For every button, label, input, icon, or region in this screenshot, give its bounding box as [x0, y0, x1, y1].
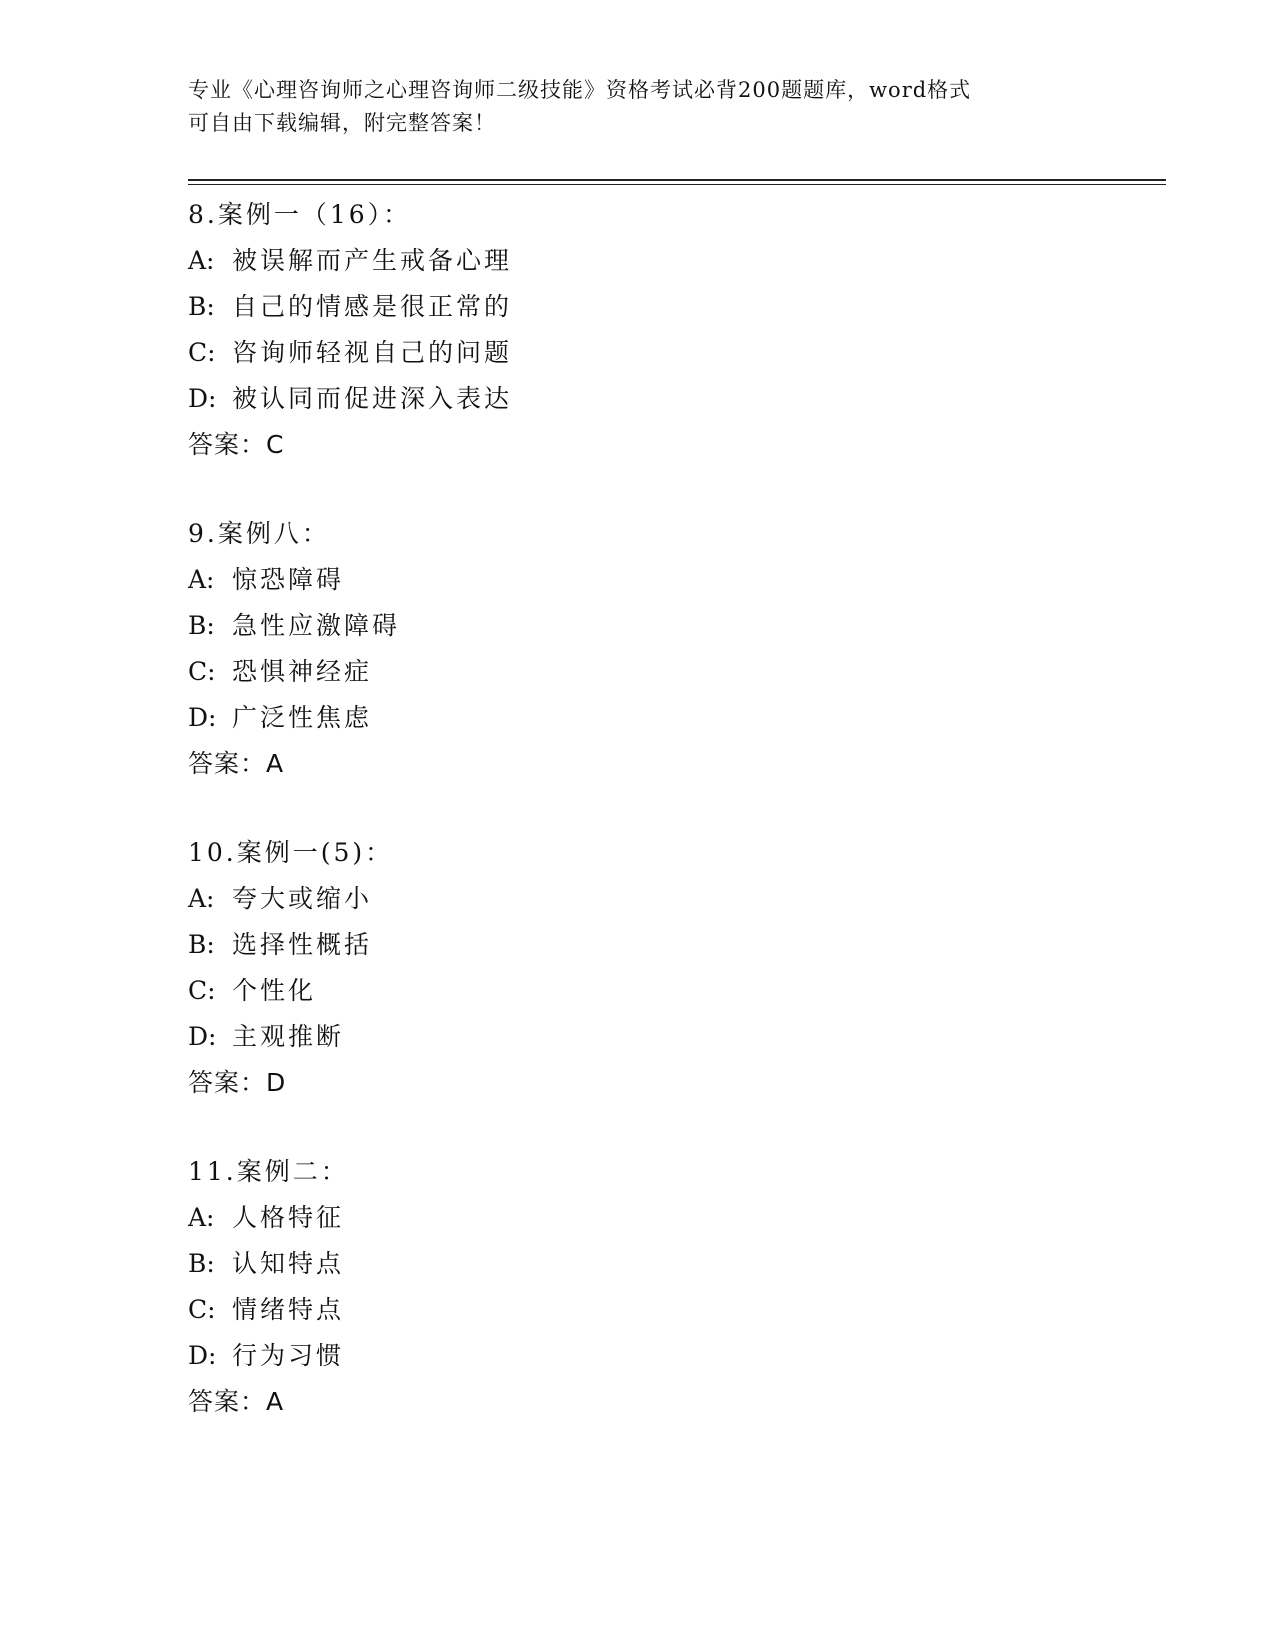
option-a: [188, 238, 1088, 284]
spacer: [188, 1106, 1088, 1149]
option-b: [188, 603, 1088, 649]
option-letter: B:: [188, 292, 215, 321]
option-text: 广泛性焦虑: [232, 703, 373, 732]
option-text: 被认同而促进深入表达: [232, 384, 513, 413]
option-letter: C:: [188, 976, 216, 1005]
header-divider-thick: [188, 179, 1166, 181]
option-text: 选择性概括: [232, 930, 373, 959]
option-c: [188, 649, 1088, 695]
option-letter: D:: [188, 1022, 217, 1051]
option-letter: A:: [188, 565, 215, 594]
option-letter: B:: [188, 611, 215, 640]
option-letter: D:: [188, 384, 217, 413]
option-d: [188, 376, 1088, 422]
option-c: [188, 330, 1088, 376]
spacer: [188, 787, 1088, 830]
option-b: [188, 1241, 1088, 1287]
option-text: 被误解而产生戒备心理: [232, 246, 513, 275]
question-title: 9.案例八：: [188, 519, 330, 548]
spacer: [188, 468, 1088, 511]
question-title: 11.案例二：: [188, 1157, 349, 1186]
option-letter: B:: [188, 930, 215, 959]
option-a: [188, 876, 1088, 922]
option-c: [188, 968, 1088, 1014]
option-letter: A:: [188, 884, 215, 913]
option-d: [188, 695, 1088, 741]
option-text: 情绪特点: [232, 1295, 345, 1324]
question-title: 10.案例一(5)：: [188, 838, 394, 867]
question-block: [188, 830, 1088, 1106]
document-header: [188, 74, 1088, 140]
answer-line: 答案：D: [188, 1068, 287, 1097]
option-text: 人格特征: [232, 1203, 345, 1232]
option-a: [188, 557, 1088, 603]
option-text: 行为习惯: [232, 1341, 345, 1370]
option-text: 夸大或缩小: [232, 884, 373, 913]
option-text: 急性应激障碍: [232, 611, 401, 640]
option-text: 咨询师轻视自己的问题: [232, 338, 513, 367]
option-text: 恐惧神经症: [232, 657, 373, 686]
option-letter: B:: [188, 1249, 215, 1278]
header-line-1: 专业《心理咨询师之心理咨询师二级技能》资格考试必背200题题库，word格式: [188, 78, 972, 102]
option-c: [188, 1287, 1088, 1333]
header-line-2: 可自由下载编辑，附完整答案！: [188, 111, 496, 135]
option-letter: C:: [188, 657, 216, 686]
option-b: [188, 922, 1088, 968]
question-list: [188, 192, 1088, 1425]
question-block: [188, 511, 1088, 787]
option-b: [188, 284, 1088, 330]
option-letter: D:: [188, 703, 217, 732]
option-text: 认知特点: [232, 1249, 345, 1278]
question-block: [188, 1149, 1088, 1425]
option-text: 主观推断: [232, 1022, 345, 1051]
option-text: 自己的情感是很正常的: [232, 292, 513, 321]
option-text: 惊恐障碍: [232, 565, 345, 594]
question-block: [188, 192, 1088, 468]
question-title: 8.案例一（16）：: [188, 200, 412, 229]
option-letter: A:: [188, 246, 215, 275]
option-letter: D:: [188, 1341, 217, 1370]
option-letter: A:: [188, 1203, 215, 1232]
header-divider-thin: [188, 184, 1166, 185]
option-letter: C:: [188, 338, 216, 367]
option-d: [188, 1333, 1088, 1379]
option-a: [188, 1195, 1088, 1241]
option-d: [188, 1014, 1088, 1060]
answer-line: 答案：A: [188, 749, 285, 778]
option-text: 个性化: [232, 976, 317, 1005]
answer-line: 答案：C: [188, 430, 285, 459]
option-letter: C:: [188, 1295, 216, 1324]
answer-line: 答案：A: [188, 1387, 285, 1416]
